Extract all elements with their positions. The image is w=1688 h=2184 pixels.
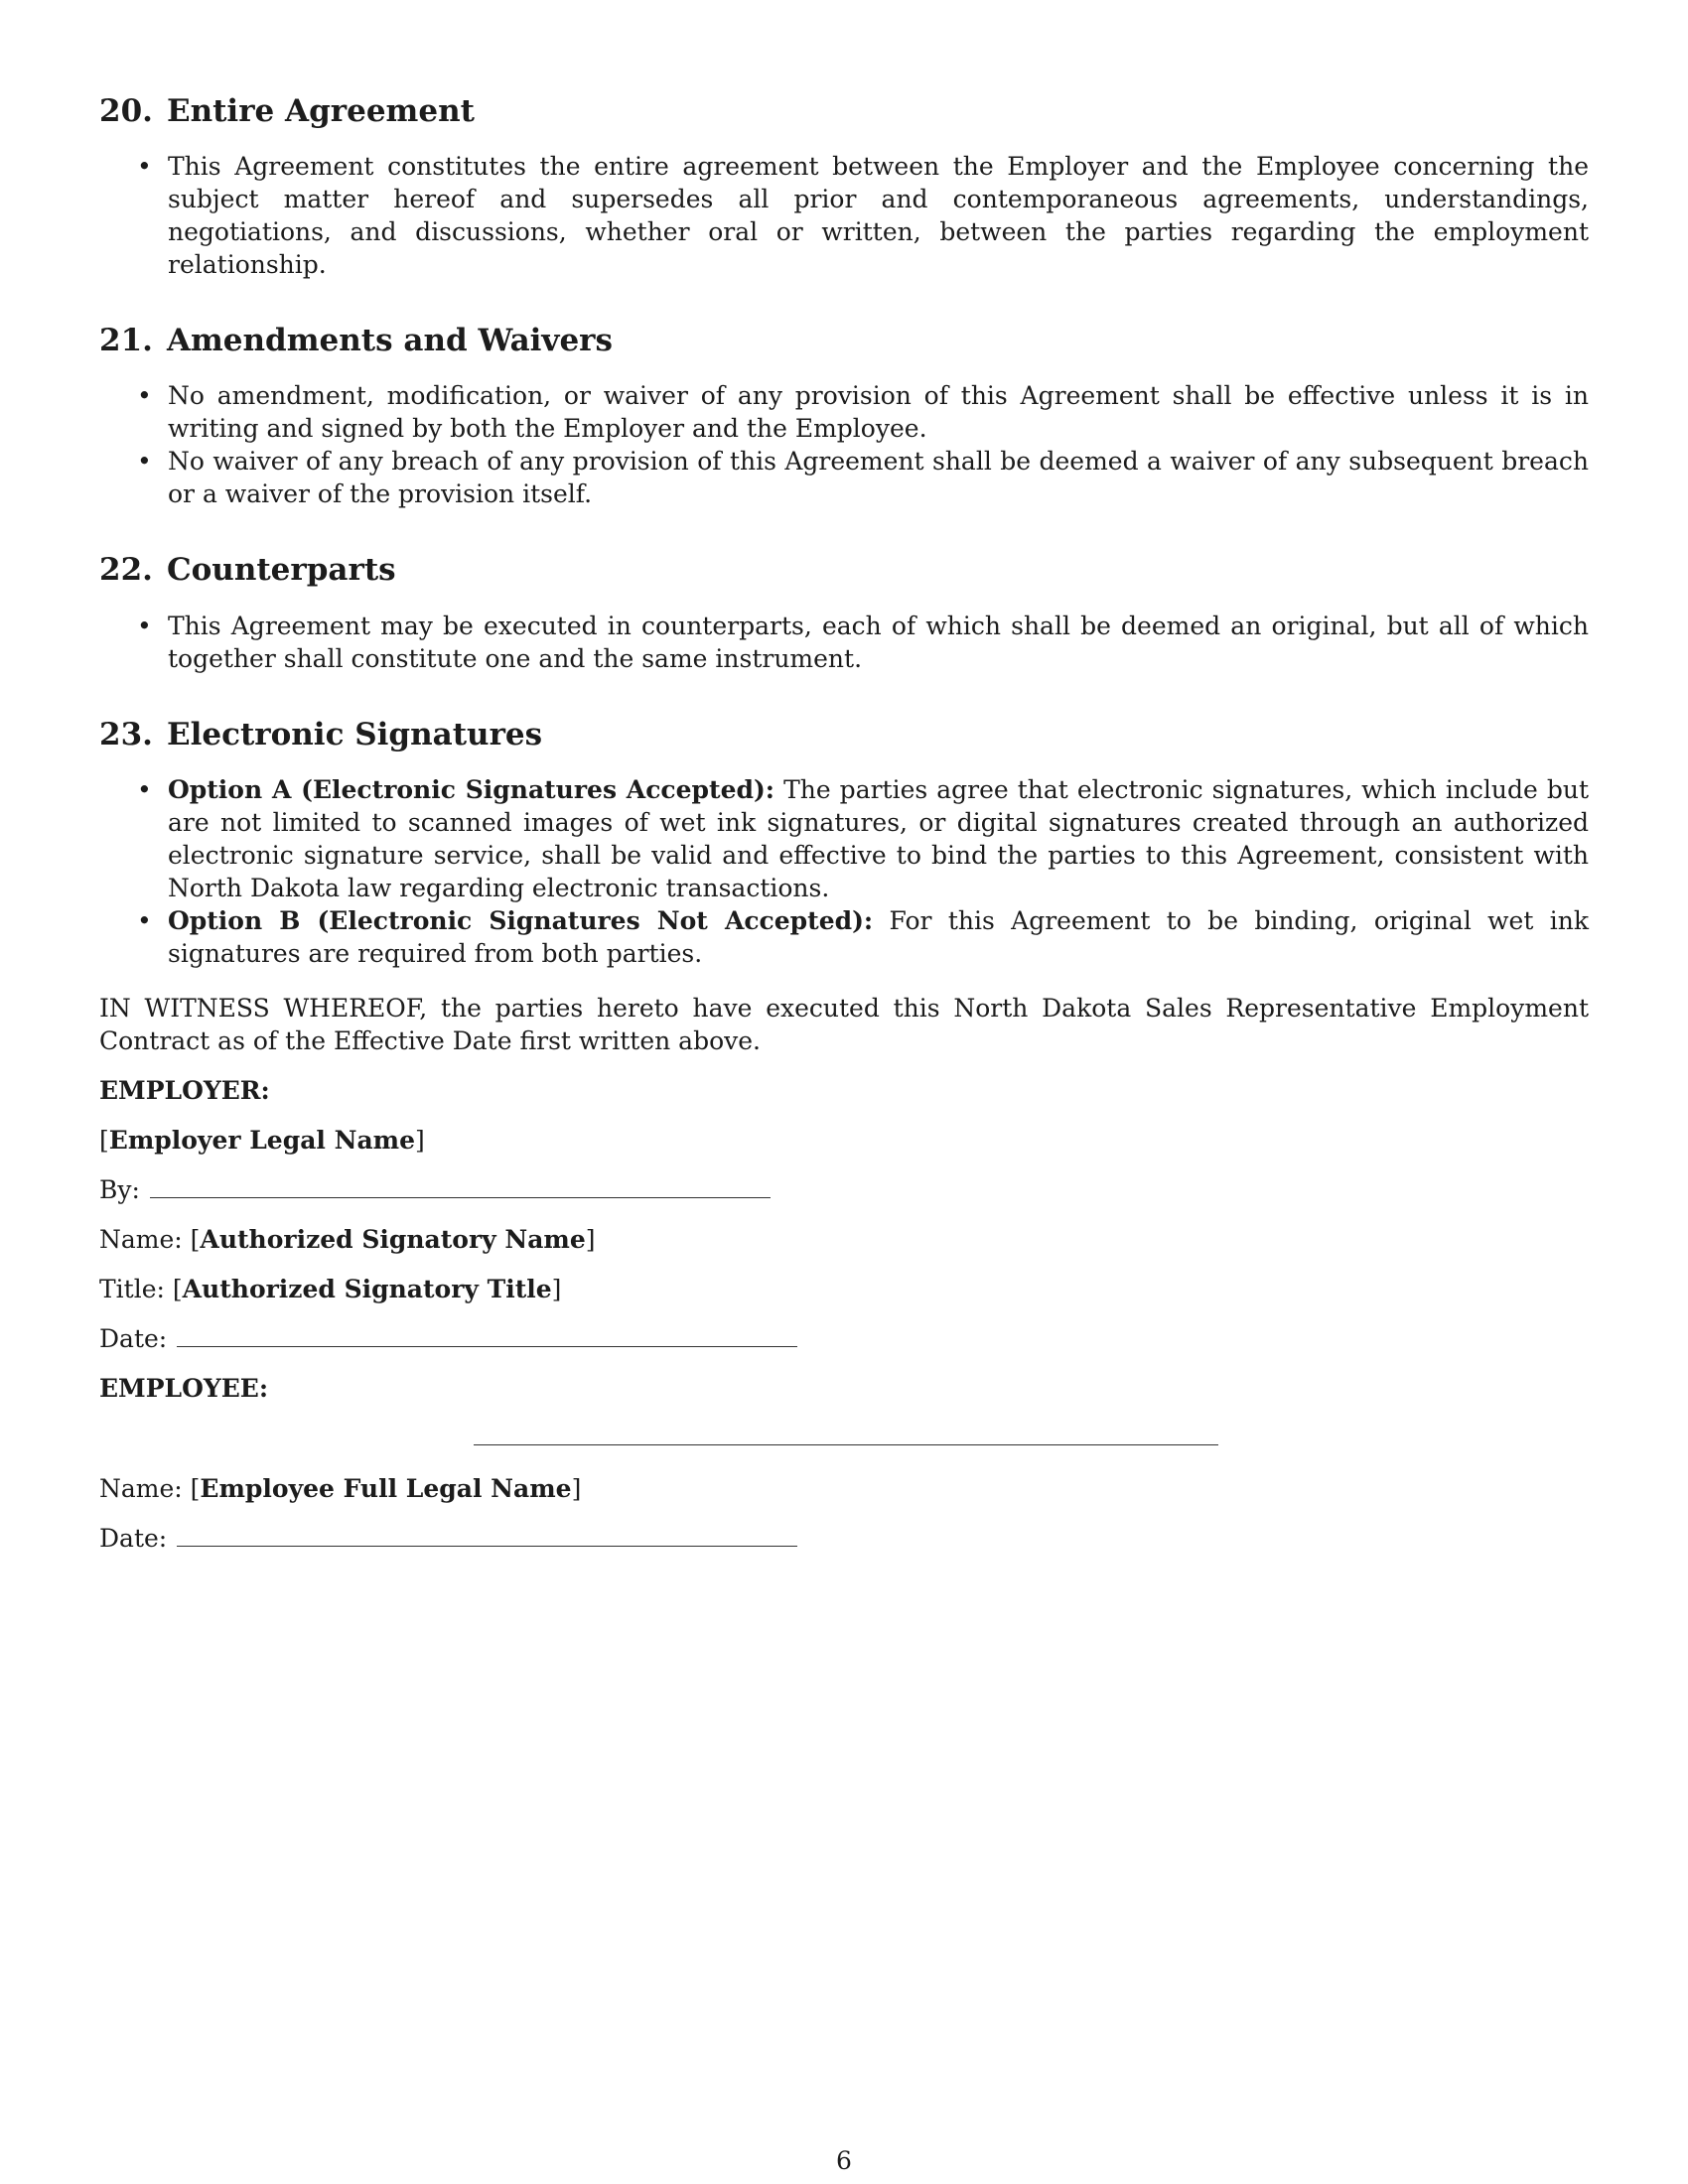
page-number: 6: [836, 2146, 852, 2175]
list-item: • Option B (Electronic Signatures Not Accepted): For this Agreement to be binding, original wet ink signatures are required from both parties.: [99, 904, 1589, 970]
section-amendments-waivers: [99, 323, 1589, 510]
employer-heading: EMPLOYER:: [99, 1075, 270, 1105]
date-line[interactable]: [177, 1326, 797, 1347]
employee-date-line: Date:: [99, 1522, 1589, 1555]
document-content: [99, 93, 1589, 1555]
employer-date-line: Date:: [99, 1322, 1589, 1355]
witness-paragraph: IN WITNESS WHEREOF, the parties hereto have executed this North Dakota Sales Representative Employment Contract as of the Effective Date first written above.: [99, 993, 1589, 1055]
bullet-list: [99, 379, 1589, 510]
employee-signature-line[interactable]: [99, 1405, 1589, 1444]
section-heading: 20. Entire Agreement: [99, 93, 475, 129]
bullet-list: [99, 610, 1589, 675]
signature-rule: [474, 1444, 1218, 1445]
employee-heading: EMPLOYEE:: [99, 1373, 269, 1403]
list-item: • No amendment, modification, or waiver of any provision of this Agreement shall be effective unless it is in writing and signed by both the Employer and the Employee.: [99, 379, 1589, 445]
bullet-list: [99, 150, 1589, 281]
section-electronic-signatures: [99, 717, 1589, 970]
section-heading: 22. Counterparts: [99, 552, 396, 589]
employer-signature-block: [99, 1074, 1589, 1555]
employer-signatory-title: Title: [Authorized Signatory Title]: [99, 1274, 562, 1303]
option-label: Option A (Electronic Signatures Accepted):: [168, 774, 775, 804]
employer-by-line: By:: [99, 1173, 1589, 1206]
employer-legal-name: [Employer Legal Name]: [99, 1125, 425, 1155]
employee-name: Name: [Employee Full Legal Name]: [99, 1473, 582, 1503]
list-item: • Option A (Electronic Signatures Accepted): The parties agree that electronic signatures, which include but are not limited to scanned images of wet ink signatures, or digital signatures created through an authorized electronic signature service, shall be valid and effective to bind the parties to this Agreement, consistent with North Dakota law regarding electronic transactions.: [99, 773, 1589, 904]
list-item: • This Agreement constitutes the entire agreement between the Employer and the Employee concerning the subject matter hereof and supersedes all prior and contemporaneous agreements, understandings, negotiations, and discussions, whether oral or written, between the parties regarding the employment relationship.: [99, 150, 1589, 281]
list-item: • No waiver of any breach of any provision of this Agreement shall be deemed a waiver of any subsequent breach or a waiver of the provision itself.: [99, 445, 1589, 510]
employer-signatory-name: Name: [Authorized Signatory Name]: [99, 1224, 596, 1254]
date-line[interactable]: [177, 1526, 797, 1547]
section-heading: 23. Electronic Signatures: [99, 716, 543, 752]
section-heading: 21. Amendments and Waivers: [99, 323, 613, 359]
section-entire-agreement: [99, 93, 1589, 281]
option-label: Option B (Electronic Signatures Not Accepted):: [168, 905, 874, 935]
list-item: • This Agreement may be executed in counterparts, each of which shall be deemed an original, but all of which together shall constitute one and the same instrument.: [99, 610, 1589, 675]
signature-line[interactable]: [150, 1177, 771, 1198]
section-counterparts: [99, 552, 1589, 674]
bullet-list: [99, 773, 1589, 970]
